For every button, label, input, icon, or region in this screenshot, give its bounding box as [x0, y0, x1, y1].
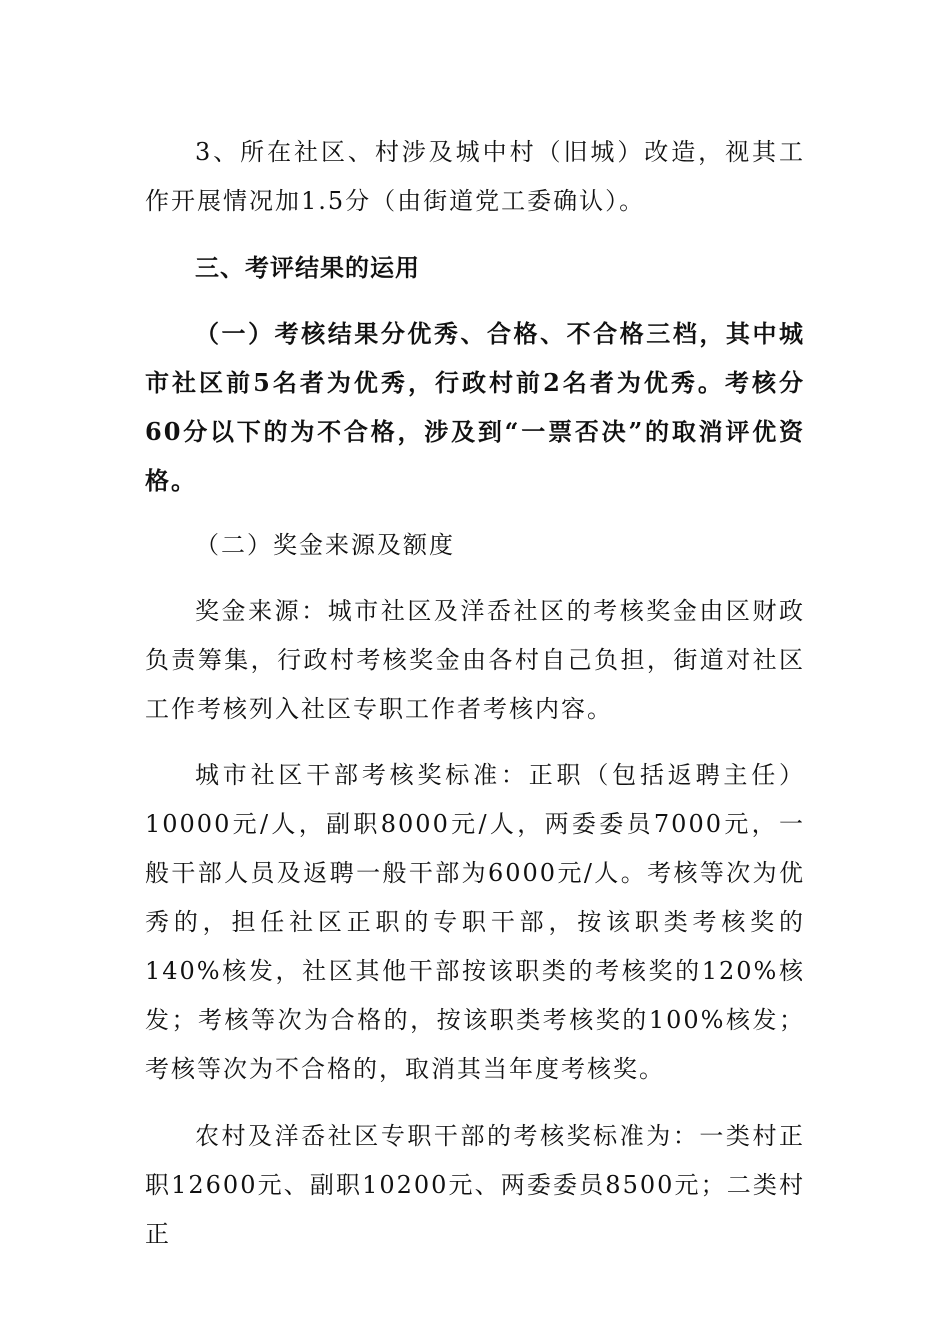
paragraph-bonus-funding: 奖金来源：城市社区及洋岙社区的考核奖金由区财政负责筹集，行政村考核奖金由各村自己负担，街道对社区工作考核列入社区专职工作者考核内容。 [145, 597, 805, 723]
paragraph-urban-cadre-bonus-standard: 城市社区干部考核奖标准：正职（包括返聘主任）10000元/人，副职8000元/人，两委委员7000元，一般干部人员及返聘一般干部为6000元/人。考核等次为优秀的，担任社区正职的专职干部，按该职类考核奖的140%核发，社区其他干部按该职类的考核奖的120%核发；考核等次为合格的，按该职类考核奖的100%核发；考核等次为不合格的，取消其当年度考核奖。 [145, 761, 805, 1083]
paragraph-urban-village-bonus: 3、所在社区、村涉及城中村（旧城）改造，视其工作开展情况加1.5分（由街道党工委确认）。 [145, 138, 805, 215]
section-heading-results-usage: 三、考评结果的运用 [195, 254, 420, 282]
subheading-bonus-source: （二）奖金来源及额度 [195, 531, 455, 559]
document-page [145, 128, 805, 1259]
paragraph-rural-cadre-bonus-standard: 农村及洋岙社区专职干部的考核奖标准为：一类村正职12600元、副职10200元、两委委员8500元；二类村正 [145, 1122, 805, 1248]
paragraph-assessment-grades: （一）考核结果分优秀、合格、不合格三档，其中城市社区前5名者为优秀，行政村前2名者为优秀。考核分60分以下的为不合格，涉及到“一票否决”的取消评优资格。 [145, 319, 805, 495]
